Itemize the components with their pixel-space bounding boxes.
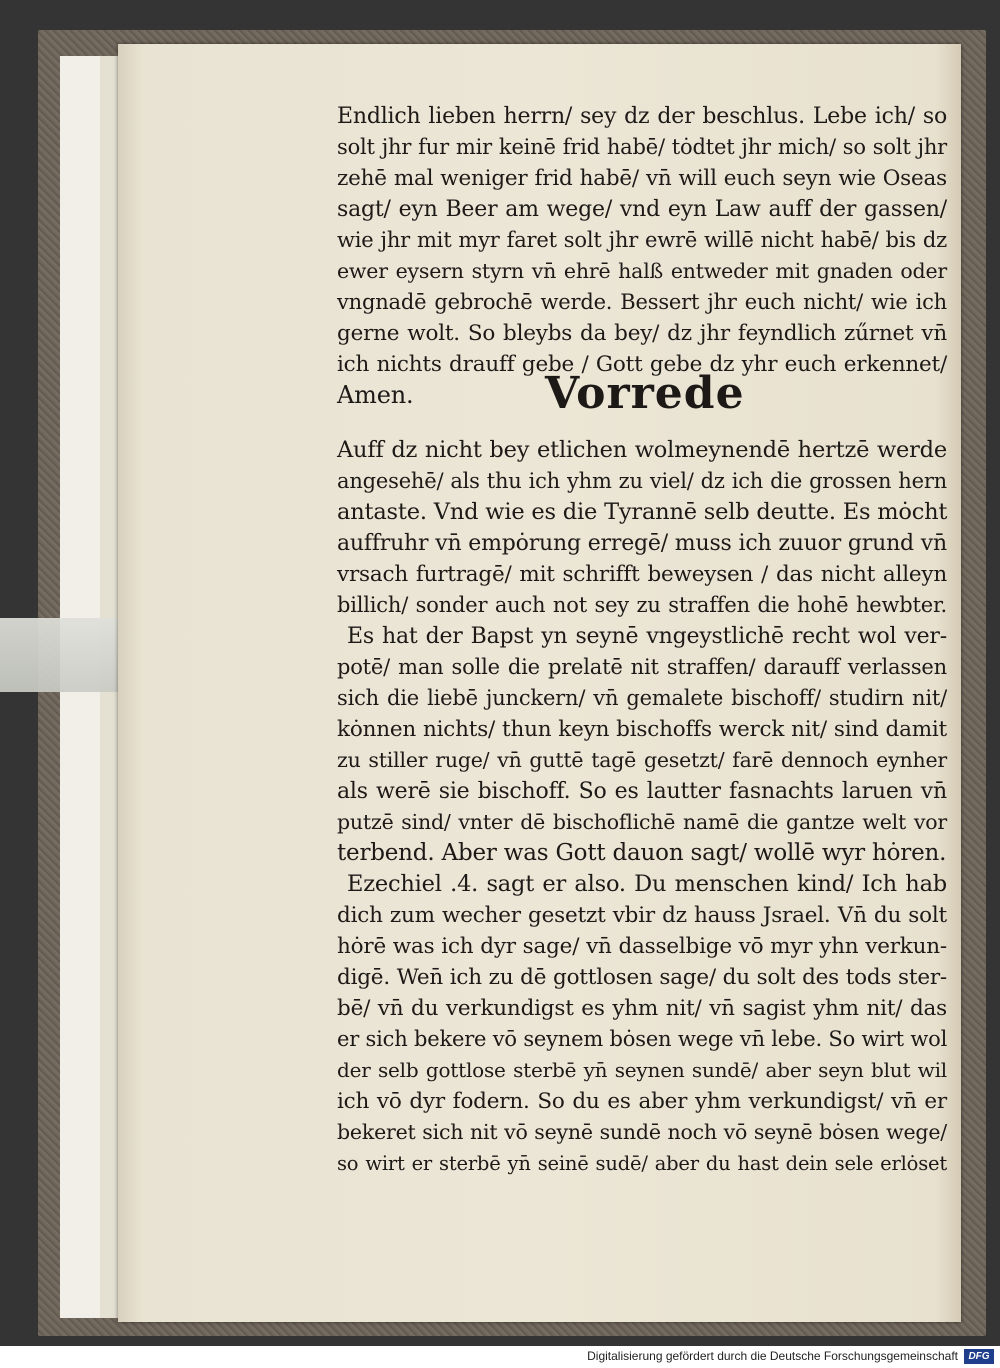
text-line: bekeret sich nit vō seynē sundē noch vō seynē bȯsen wege/ [337, 1120, 947, 1144]
text-line: er sich bekere vō seynem bȯsen wege vn̄ lebe. So wirt wol [337, 1027, 948, 1051]
text-line: wie jhr mit myr faret solt jhr ewrē willē nicht habē/ bis dz [337, 228, 947, 252]
text-line: sagt/ eyn Beer am wege/ vnd eyn Law auff der gassen/ [337, 197, 947, 222]
text-line: billich/ sonder auch not sey zu straffen die hohē hewbter. [337, 593, 947, 617]
section-heading: Vorrede [545, 368, 745, 419]
text-line: angesehē/ als thu ich yhm zu viel/ dz ich die grossen hern [337, 469, 947, 493]
text-line: Ezechiel .4. sagt er also. Du menschen kind/ Ich hab [347, 871, 947, 897]
text-line: ich vō dyr fodern. So du es aber yhm verkundigst/ vn̄ er [337, 1089, 947, 1114]
text-line: dich zum wecher gesetzt vbir dz hauss Jsrael. Vn̄ du solt [337, 903, 947, 928]
text-line: hȯrē was ich dyr sage/ vn̄ dasselbige vō myr yhn verkun- [337, 934, 947, 959]
text-line: digē. Wen̄ ich zu dē gottlosen sage/ du solt des tods ster- [337, 965, 947, 990]
text-line: Es hat der Bapst yn seynē vngeystlichē recht wol ver- [347, 624, 947, 649]
text-line: ich nichts drauff gebe / Gott gebe dz yhr euch erkennet/ [337, 352, 947, 377]
dfg-logo: DFG [964, 1349, 994, 1364]
funding-credit: Digitalisierung gefördert durch die Deutsche Forschungsgemeinschaft [587, 1349, 958, 1363]
text-line: auffruhr vn̄ empȯrung erregē/ muss ich zuuor grund vn̄ [337, 531, 947, 556]
text-line: Auff dz nicht bey etlichen wolmeynendē hertzē werde [337, 437, 947, 463]
text-line: terbend. Aber was Gott dauon sagt/ wollē wyr hȯren. [337, 840, 947, 866]
text-line: gerne wolt. So bleybs da bey/ dz jhr feyndlich zűrnet vn̄ [337, 321, 947, 346]
text-line: kȯnnen nichts/ thun keyn bischoffs werck nit/ sind damit [337, 717, 947, 742]
text-line: vngnadē gebrochē werde. Bessert jhr euch nicht/ wie ich [337, 290, 947, 314]
text-line: ewer eysern styrn vn̄ ehrē halß entweder mit gnaden oder [337, 259, 947, 283]
amen-text: Amen. [337, 381, 414, 409]
text-line: so wirt er sterbē yn̄ seinē sudē/ aber du hast dein sele erlȯset [337, 1152, 947, 1175]
heading-row [337, 368, 947, 419]
footer-bar [0, 1346, 1000, 1368]
text-line: sich die liebē junckern/ vn̄ gemalete bischoff/ studirn nit/ [337, 686, 947, 710]
text-line: zehē mal weniger frid habē/ vn̄ will euch seyn wie Oseas [337, 166, 947, 191]
text-line: der selb gottlose sterbē yn̄ seynen sundē/ aber seyn blut wil [337, 1058, 947, 1082]
text-line: putzē sind/ vnter dē bischoflichē namē die gantze welt vor [337, 810, 947, 834]
text-line: potē/ man solle die prelatē nit straffen/ darauff verlassen [337, 655, 947, 679]
text-line: antaste. Vnd wie es die Tyrannē selb deutte. Es mȯcht [337, 499, 948, 525]
text-line: Endlich lieben herrn/ sey dz der beschlus. Lebe ich/ so [337, 104, 947, 129]
page-text [337, 101, 947, 1179]
text-line: bē/ vn̄ du verkundigst es yhm nit/ vn̄ sagist yhm nit/ das [337, 996, 947, 1021]
text-line: als werē sie bischoff. So es lautter fasnachts laruen vn̄ [337, 779, 947, 804]
text-line: zu stiller ruge/ vn̄ guttē tagē gesetzt/ farē dennoch eynher [337, 748, 947, 772]
text-line: solt jhr fur mir keinē frid habē/ tȯdtet jhr mich/ so solt jhr [337, 135, 947, 159]
text-line: vrsach furtragē/ mit schrifft beweysen / das nicht alleyn [337, 562, 947, 587]
